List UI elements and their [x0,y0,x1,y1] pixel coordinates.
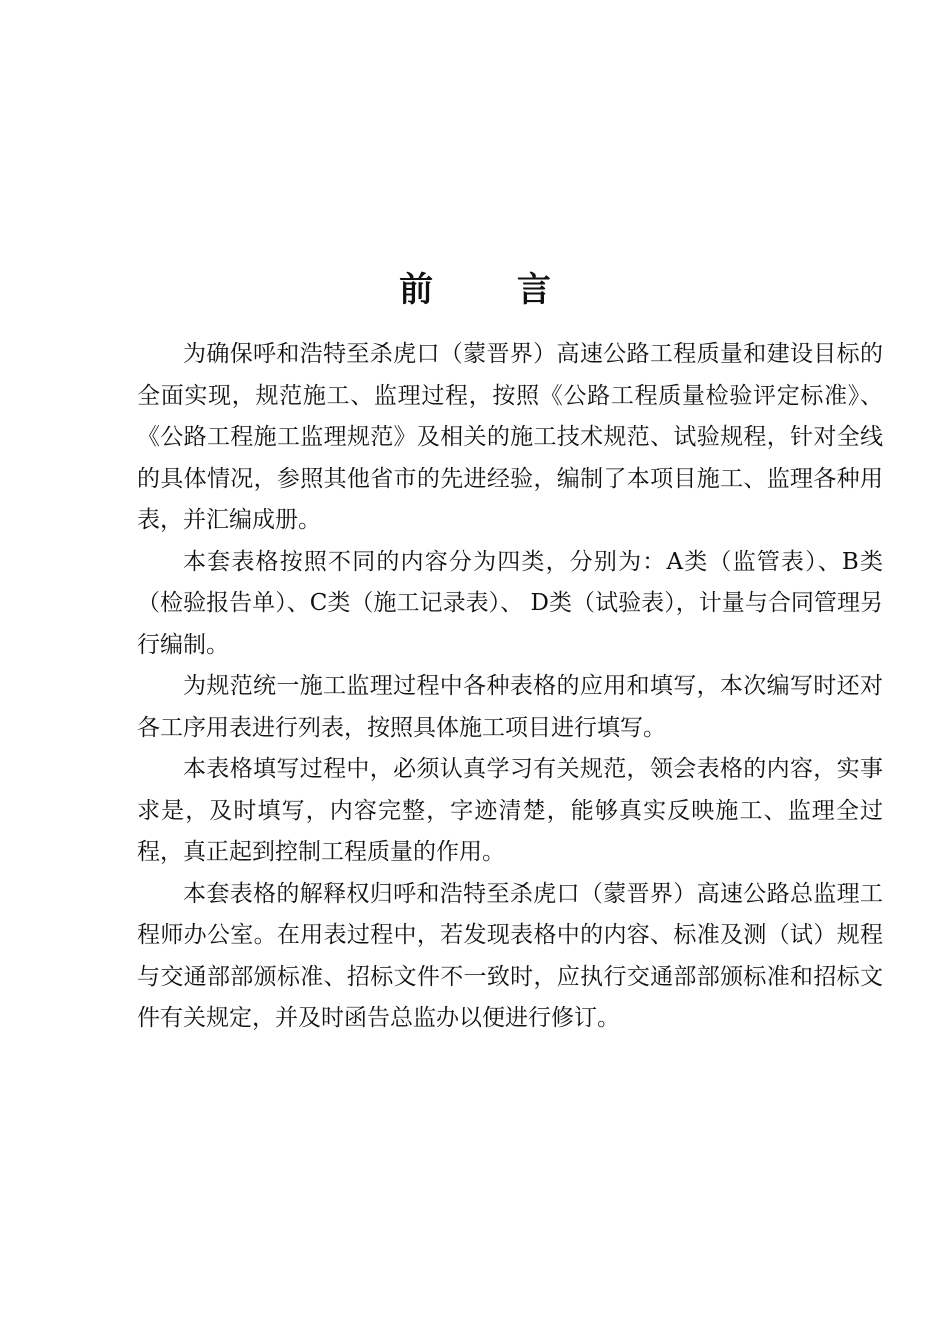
page-title: 前 言 [399,270,587,310]
paragraph-usage: 为规范统一施工监理过程中各种表格的应用和填写，本次编写时还对各工序用表进行列表，按照具体施工项目进行填写。 [137,673,883,741]
paragraph-categories: 本套表格按照不同的内容分为四类，分别为：A类（监管表）、B类（检验报告单）、C类（施工记录表）、 D类（试验表），计量与合同管理另行编制。 [137,548,883,658]
paragraph-interpretation: 本套表格的解释权归呼和浩特至杀虎口（蒙晋界）高速公路总监理工程师办公室。在用表过程中，若发现表格中的内容、标准及测（试）规程与交通部部颁标准、招标文件不一致时，应执行交通部部颁标准和招标文件有关规定，并及时函告总监办以便进行修订。 [137,880,883,1031]
paragraph-requirements: 本表格填写过程中，必须认真学习有关规范，领会表格的内容，实事求是，及时填写，内容完整，字迹清楚，能够真实反映施工、监理全过程，真正起到控制工程质量的作用。 [137,756,883,865]
paragraph-purpose: 为确保呼和浩特至杀虎口（蒙晋界）高速公路工程质量和建设目标的全面实现，规范施工、监理过程，按照《公路工程质量检验评定标准》、《公路工程施工监理规范》及相关的施工技术规范、试验规程，针对全线的具体情况，参照其他省市的先进经验，编制了本项目施工、监理各种用表，并汇编成册。 [137,341,883,533]
preface-body [137,334,883,1040]
